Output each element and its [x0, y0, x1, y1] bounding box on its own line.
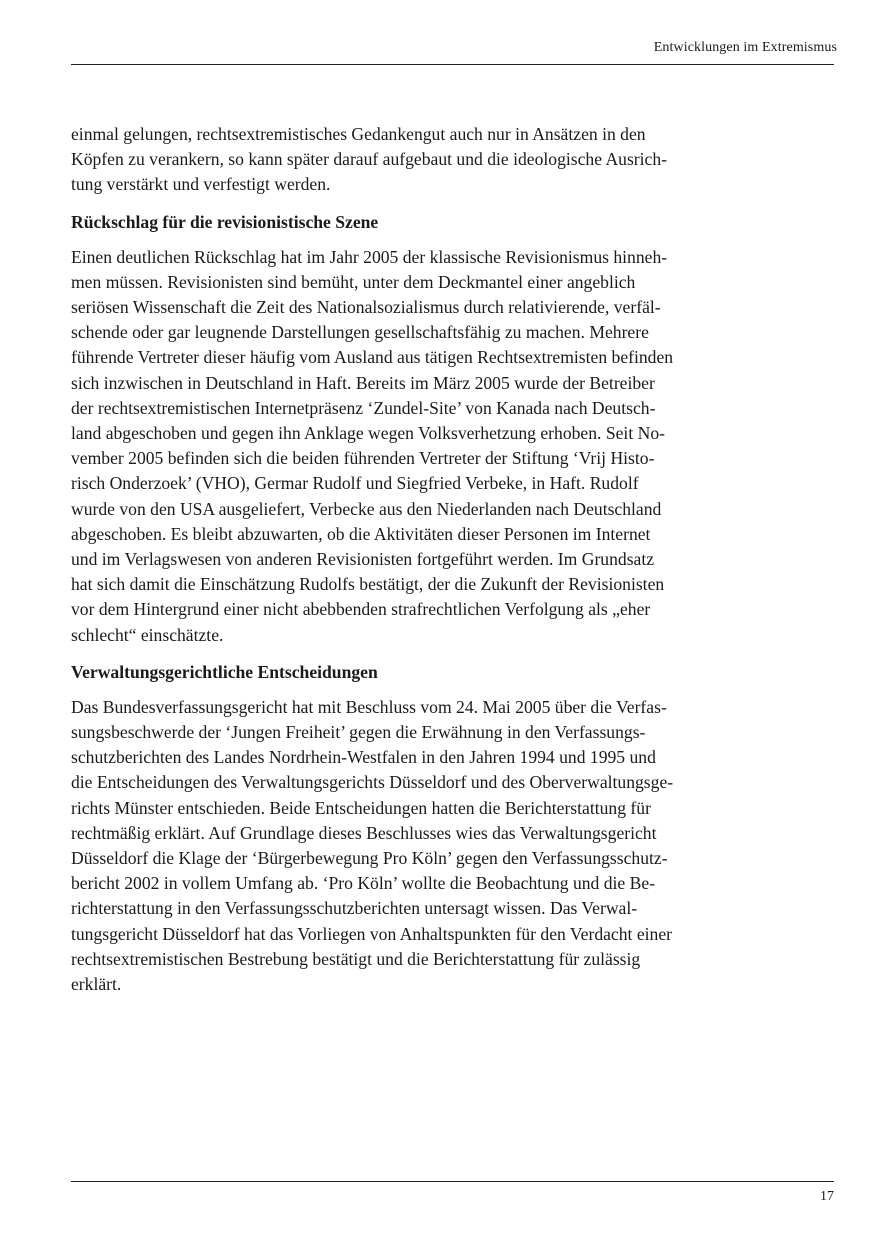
text-line: risch Onderzoek’ (VHO), Germar Rudolf und Siegfried Verbeke, in Haft. Rudolf [71, 473, 639, 494]
text-line: seriösen Wissenschaft die Zeit des Nationalsozialismus durch relativierende, verfäl- [71, 297, 661, 318]
text-line: hat sich damit die Einschätzung Rudolfs bestätigt, der die Zukunft der Revisionisten [71, 574, 665, 595]
text-line: sungsbeschwerde der ‘Jungen Freiheit’ gegen die Erwähnung in den Verfassungs- [71, 722, 646, 743]
section-paragraph-court-decisions [71, 695, 811, 997]
text-line: schende oder gar leugnende Darstellungen gesellschaftsfähig zu machen. Mehrere [71, 322, 649, 343]
text-line: abgeschoben. Es bleibt abzuwarten, ob die Aktivitäten dieser Personen im Internet [71, 523, 651, 544]
text-line: rechtsextremistischen Bestrebung bestätigt und die Berichterstattung für zulässig [71, 948, 641, 969]
text-line: erklärt. [71, 974, 122, 995]
text-line: einmal gelungen, rechtsextremistisches Gedankengut auch nur in Ansätzen in den [71, 124, 646, 144]
text-line: Köpfen zu verankern, so kann später darauf aufgebaut und die ideologische Ausrich- [71, 149, 668, 170]
text-line: bericht 2002 in vollem Umfang ab. ‘Pro Köln’ wollte die Beobachtung und die Be- [71, 873, 656, 894]
text-line: richts Münster entschieden. Beide Entscheidungen hatten die Berichterstattung für [71, 797, 651, 818]
text-line: schutzberichten des Landes Nordrhein-Westfalen in den Jahren 1994 und 1995 und [71, 747, 656, 768]
header-rule [71, 64, 834, 65]
text-line: men müssen. Revisionisten sind bemüht, unter dem Deckmantel einer angeblich [71, 271, 636, 292]
text-line: führende Vertreter dieser häufig vom Ausland aus tätigen Rechtsextremisten befinden [71, 347, 674, 368]
text-line: tungsgericht Düsseldorf hat das Vorliegen von Anhaltspunkten für den Verdacht einer [71, 923, 672, 944]
text-line: sich inzwischen in Deutschland in Haft. Bereits im März 2005 wurde der Betreiber [71, 372, 655, 393]
text-line: schlecht“ einschätzte. [71, 624, 224, 645]
text-line: vember 2005 befinden sich die beiden führenden Vertreter der Stiftung ‘Vrij Histo- [71, 448, 655, 469]
section-heading-court-decisions: Verwaltungsgerichtliche Entscheidungen [71, 661, 378, 682]
page-body [71, 122, 811, 1009]
text-line: Düsseldorf die Klage der ‘Bürgerbewegung Pro Köln’ gegen den Verfassungsschutz- [71, 848, 668, 869]
text-line: wurde von den USA ausgeliefert, Verbecke aus den Niederlanden nach Deutschland [71, 498, 662, 519]
intro-paragraph [71, 122, 811, 198]
text-line: land abgeschoben und gegen ihn Anklage wegen Volksverhetzung erhoben. Seit No- [71, 423, 665, 444]
footer-rule [71, 1181, 834, 1182]
text-line: rechtmäßig erklärt. Auf Grundlage dieses Beschlusses wies das Verwaltungsgericht [71, 822, 657, 843]
text-line: der rechtsextremistischen Internetpräsenz ‘Zundel-Site’ von Kanada nach Deutsch- [71, 397, 656, 418]
text-line: die Entscheidungen des Verwaltungsgerichts Düsseldorf und des Oberverwaltungsge- [71, 772, 674, 793]
section-heading-revisionism: Rückschlag für die revisionistische Szene [71, 211, 379, 232]
section-paragraph-revisionism [71, 245, 811, 648]
text-line: Das Bundesverfassungsgericht hat mit Beschluss vom 24. Mai 2005 über die Verfas- [71, 696, 667, 717]
running-header: Entwicklungen im Extremismus [653, 40, 837, 55]
text-line: tung verstärkt und verfestigt werden. [71, 174, 331, 195]
page-number: 17 [820, 1189, 834, 1204]
text-line: vor dem Hintergrund einer nicht abebbenden strafrechtlichen Verfolgung als „eher [71, 599, 651, 620]
text-line: und im Verlagswesen von anderen Revisionisten fortgeführt werden. Im Grundsatz [71, 549, 655, 570]
text-line: richterstattung in den Verfassungsschutzberichten untersagt wissen. Das Verwal- [71, 898, 638, 919]
text-line: Einen deutlichen Rückschlag hat im Jahr 2005 der klassische Revisionismus hinneh- [71, 246, 668, 267]
